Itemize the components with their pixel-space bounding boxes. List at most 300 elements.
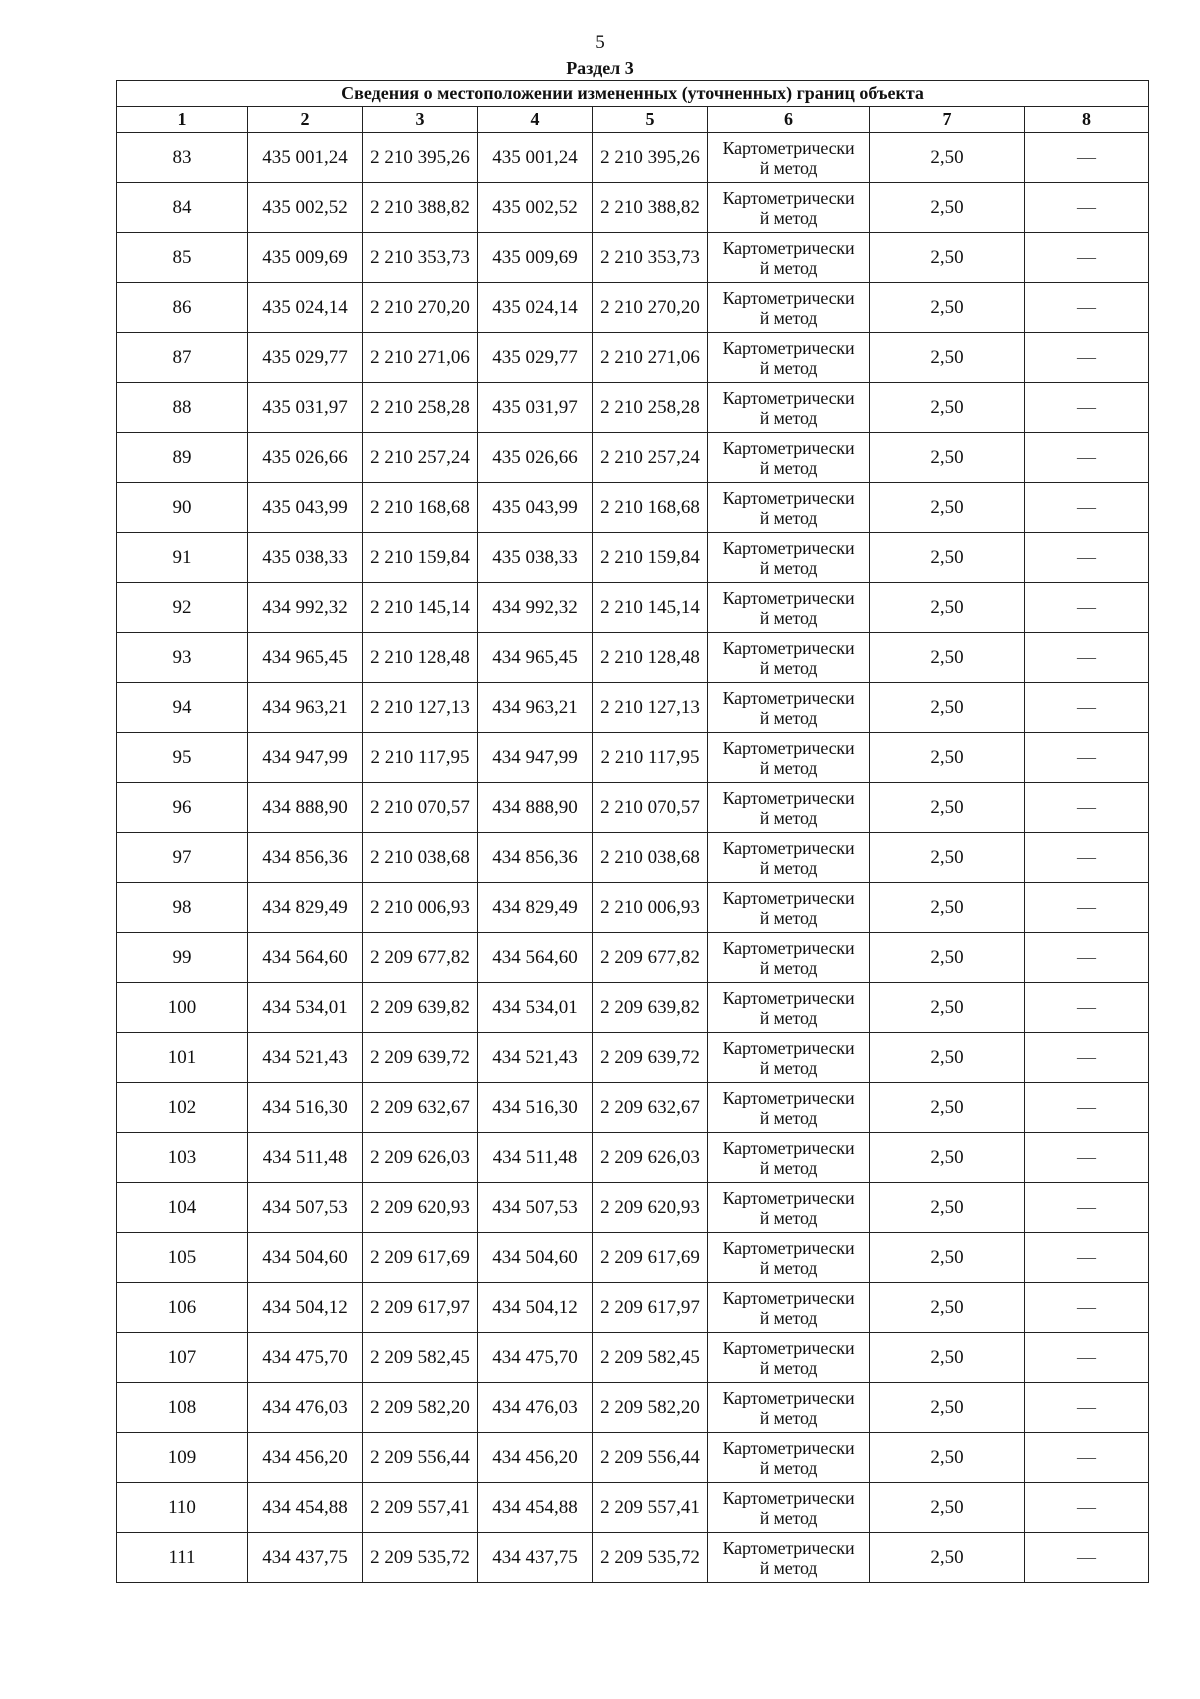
point-number-cell: 83 [117,133,248,183]
x-coordinate-existing-cell: 435 001,24 [248,133,363,183]
method-line-1: Картометрически [722,137,855,158]
x-coordinate-new-cell: 435 001,24 [478,133,593,183]
y-coordinate-new-cell: 2 210 257,24 [593,433,708,483]
table-row [117,1333,1149,1383]
point-number-cell: 94 [117,683,248,733]
point-number-cell: 84 [117,183,248,233]
column-header: 6 [708,107,870,133]
y-coordinate-existing-cell: 2 209 557,41 [363,1483,478,1533]
note-cell: — [1025,933,1149,983]
method-cell [708,1483,870,1533]
y-coordinate-new-cell: 2 209 677,82 [593,933,708,983]
y-coordinate-new-cell: 2 209 632,67 [593,1083,708,1133]
x-coordinate-existing-cell: 435 002,52 [248,183,363,233]
y-coordinate-existing-cell: 2 209 617,69 [363,1233,478,1283]
y-coordinate-existing-cell: 2 210 270,20 [363,283,478,333]
y-coordinate-existing-cell: 2 209 535,72 [363,1533,478,1583]
method-line-2: й метод [759,1357,818,1378]
y-coordinate-existing-cell: 2 209 626,03 [363,1133,478,1183]
accuracy-cell: 2,50 [870,683,1025,733]
column-header: 3 [363,107,478,133]
note-cell: — [1025,1083,1149,1133]
method-line-1: Картометрически [722,937,855,958]
method-line-1: Картометрически [722,587,855,608]
x-coordinate-new-cell: 434 507,53 [478,1183,593,1233]
table-row [117,1533,1149,1583]
column-header: 5 [593,107,708,133]
method-line-1: Картометрически [722,437,855,458]
y-coordinate-existing-cell: 2 209 617,97 [363,1283,478,1333]
x-coordinate-new-cell: 434 456,20 [478,1433,593,1483]
note-cell: — [1025,883,1149,933]
point-number-cell: 91 [117,533,248,583]
method-line-2: й метод [759,1107,818,1128]
method-line-1: Картометрически [722,187,855,208]
method-line-2: й метод [759,1007,818,1028]
table-body [117,133,1149,1583]
y-coordinate-existing-cell: 2 210 070,57 [363,783,478,833]
column-header: 8 [1025,107,1149,133]
method-line-2: й метод [759,1457,818,1478]
method-line-2: й метод [759,507,818,528]
y-coordinate-new-cell: 2 209 582,45 [593,1333,708,1383]
x-coordinate-existing-cell: 434 476,03 [248,1383,363,1433]
method-line-1: Картометрически [722,487,855,508]
y-coordinate-existing-cell: 2 210 038,68 [363,833,478,883]
method-line-2: й метод [759,207,818,228]
y-coordinate-new-cell: 2 210 258,28 [593,383,708,433]
table-row [117,283,1149,333]
method-cell [708,433,870,483]
note-cell: — [1025,183,1149,233]
table-row [117,883,1149,933]
method-line-1: Картометрически [722,1037,855,1058]
note-cell: — [1025,433,1149,483]
method-cell [708,1433,870,1483]
method-line-1: Картометрически [722,737,855,758]
method-cell [708,833,870,883]
y-coordinate-existing-cell: 2 209 639,82 [363,983,478,1033]
method-cell [708,483,870,533]
y-coordinate-existing-cell: 2 209 639,72 [363,1033,478,1083]
x-coordinate-existing-cell: 435 009,69 [248,233,363,283]
x-coordinate-existing-cell: 434 454,88 [248,1483,363,1533]
method-line-1: Картометрически [722,1537,855,1558]
column-header: 7 [870,107,1025,133]
note-cell: — [1025,483,1149,533]
x-coordinate-new-cell: 434 504,60 [478,1233,593,1283]
point-number-cell: 102 [117,1083,248,1133]
x-coordinate-new-cell: 435 043,99 [478,483,593,533]
method-cell [708,333,870,383]
method-cell [708,683,870,733]
table-row [117,133,1149,183]
coordinates-table [116,80,1149,1583]
method-line-2: й метод [759,307,818,328]
y-coordinate-new-cell: 2 209 582,20 [593,1383,708,1433]
method-cell [708,1183,870,1233]
method-cell [708,583,870,633]
method-cell [708,533,870,583]
method-line-1: Картометрически [722,1087,855,1108]
method-line-2: й метод [759,957,818,978]
method-line-1: Картометрически [722,887,855,908]
accuracy-cell: 2,50 [870,983,1025,1033]
x-coordinate-new-cell: 434 888,90 [478,783,593,833]
accuracy-cell: 2,50 [870,583,1025,633]
y-coordinate-existing-cell: 2 210 159,84 [363,533,478,583]
method-line-1: Картометрически [722,1437,855,1458]
method-cell [708,983,870,1033]
method-line-2: й метод [759,557,818,578]
y-coordinate-new-cell: 2 209 557,41 [593,1483,708,1533]
section-title: Раздел 3 [566,58,634,78]
note-cell: — [1025,833,1149,883]
x-coordinate-existing-cell: 435 024,14 [248,283,363,333]
point-number-cell: 93 [117,633,248,683]
method-line-1: Картометрически [722,987,855,1008]
x-coordinate-new-cell: 434 454,88 [478,1483,593,1533]
y-coordinate-new-cell: 2 209 617,69 [593,1233,708,1283]
method-cell [708,1233,870,1283]
note-cell: — [1025,383,1149,433]
note-cell: — [1025,1333,1149,1383]
accuracy-cell: 2,50 [870,783,1025,833]
page-number: 5 [595,32,605,53]
x-coordinate-new-cell: 434 504,12 [478,1283,593,1333]
note-cell: — [1025,1383,1149,1433]
method-line-2: й метод [759,407,818,428]
accuracy-cell: 2,50 [870,1183,1025,1233]
table-row [117,1433,1149,1483]
method-line-1: Картометрически [722,1387,855,1408]
point-number-cell: 98 [117,883,248,933]
table-row [117,783,1149,833]
x-coordinate-new-cell: 434 534,01 [478,983,593,1033]
accuracy-cell: 2,50 [870,383,1025,433]
point-number-cell: 101 [117,1033,248,1083]
y-coordinate-new-cell: 2 210 159,84 [593,533,708,583]
method-line-2: й метод [759,607,818,628]
point-number-cell: 107 [117,1333,248,1383]
method-line-2: й метод [759,1307,818,1328]
table-row [117,933,1149,983]
x-coordinate-existing-cell: 434 947,99 [248,733,363,783]
table-row [117,383,1149,433]
method-line-2: й метод [759,807,818,828]
point-number-cell: 111 [117,1533,248,1583]
method-line-2: й метод [759,907,818,928]
method-line-1: Картометрически [722,837,855,858]
note-cell: — [1025,533,1149,583]
method-cell [708,183,870,233]
accuracy-cell: 2,50 [870,1033,1025,1083]
point-number-cell: 100 [117,983,248,1033]
table-caption: Сведения о местоположении измененных (уточненных) границ объекта [117,81,1149,107]
y-coordinate-new-cell: 2 210 270,20 [593,283,708,333]
point-number-cell: 85 [117,233,248,283]
point-number-cell: 105 [117,1233,248,1283]
accuracy-cell: 2,50 [870,633,1025,683]
y-coordinate-existing-cell: 2 210 353,73 [363,233,478,283]
note-cell: — [1025,1533,1149,1583]
note-cell: — [1025,1033,1149,1083]
y-coordinate-existing-cell: 2 209 582,20 [363,1383,478,1433]
method-cell [708,1283,870,1333]
table-row [117,833,1149,883]
y-coordinate-new-cell: 2 209 639,72 [593,1033,708,1083]
method-line-1: Картометрически [722,237,855,258]
accuracy-cell: 2,50 [870,1533,1025,1583]
method-line-2: й метод [759,157,818,178]
table-row [117,1033,1149,1083]
y-coordinate-new-cell: 2 210 395,26 [593,133,708,183]
method-cell [708,233,870,283]
y-coordinate-new-cell: 2 210 168,68 [593,483,708,533]
note-cell: — [1025,1133,1149,1183]
y-coordinate-new-cell: 2 210 038,68 [593,833,708,883]
method-cell [708,1333,870,1383]
table-row [117,733,1149,783]
y-coordinate-new-cell: 2 209 556,44 [593,1433,708,1483]
table-row [117,1083,1149,1133]
x-coordinate-new-cell: 434 856,36 [478,833,593,883]
x-coordinate-new-cell: 434 992,32 [478,583,593,633]
accuracy-cell: 2,50 [870,433,1025,483]
method-line-2: й метод [759,857,818,878]
x-coordinate-existing-cell: 434 521,43 [248,1033,363,1083]
y-coordinate-new-cell: 2 210 128,48 [593,633,708,683]
note-cell: — [1025,133,1149,183]
accuracy-cell: 2,50 [870,1433,1025,1483]
x-coordinate-existing-cell: 434 965,45 [248,633,363,683]
note-cell: — [1025,683,1149,733]
y-coordinate-existing-cell: 2 209 632,67 [363,1083,478,1133]
note-cell: — [1025,583,1149,633]
method-line-2: й метод [759,1507,818,1528]
method-cell [708,1533,870,1583]
y-coordinate-new-cell: 2 209 617,97 [593,1283,708,1333]
y-coordinate-existing-cell: 2 209 677,82 [363,933,478,983]
accuracy-cell: 2,50 [870,183,1025,233]
method-line-1: Картометрически [722,337,855,358]
point-number-cell: 106 [117,1283,248,1333]
note-cell: — [1025,333,1149,383]
x-coordinate-existing-cell: 434 963,21 [248,683,363,733]
point-number-cell: 92 [117,583,248,633]
x-coordinate-existing-cell: 434 516,30 [248,1083,363,1133]
x-coordinate-new-cell: 435 038,33 [478,533,593,583]
column-header: 4 [478,107,593,133]
x-coordinate-existing-cell: 434 437,75 [248,1533,363,1583]
x-coordinate-new-cell: 434 437,75 [478,1533,593,1583]
accuracy-cell: 2,50 [870,933,1025,983]
x-coordinate-existing-cell: 435 031,97 [248,383,363,433]
point-number-cell: 89 [117,433,248,483]
method-cell [708,1033,870,1083]
accuracy-cell: 2,50 [870,483,1025,533]
point-number-cell: 90 [117,483,248,533]
method-line-2: й метод [759,1057,818,1078]
method-line-2: й метод [759,1157,818,1178]
x-coordinate-new-cell: 434 475,70 [478,1333,593,1383]
table-row [117,1183,1149,1233]
y-coordinate-new-cell: 2 210 388,82 [593,183,708,233]
accuracy-cell: 2,50 [870,1333,1025,1383]
method-line-1: Картометрически [722,537,855,558]
y-coordinate-existing-cell: 2 210 128,48 [363,633,478,683]
method-line-1: Картометрически [722,1237,855,1258]
method-line-1: Картометрически [722,1487,855,1508]
table-row [117,1283,1149,1333]
y-coordinate-new-cell: 2 210 271,06 [593,333,708,383]
x-coordinate-new-cell: 434 947,99 [478,733,593,783]
x-coordinate-new-cell: 434 564,60 [478,933,593,983]
method-line-2: й метод [759,657,818,678]
x-coordinate-new-cell: 435 031,97 [478,383,593,433]
point-number-cell: 96 [117,783,248,833]
point-number-cell: 88 [117,383,248,433]
table-row [117,983,1149,1033]
method-line-2: й метод [759,1207,818,1228]
column-number-row [117,107,1149,133]
y-coordinate-existing-cell: 2 210 258,28 [363,383,478,433]
x-coordinate-new-cell: 435 029,77 [478,333,593,383]
accuracy-cell: 2,50 [870,733,1025,783]
method-cell [708,283,870,333]
note-cell: — [1025,783,1149,833]
y-coordinate-existing-cell: 2 210 388,82 [363,183,478,233]
method-line-1: Картометрически [722,787,855,808]
method-line-1: Картометрически [722,1337,855,1358]
point-number-cell: 87 [117,333,248,383]
accuracy-cell: 2,50 [870,283,1025,333]
note-cell: — [1025,1233,1149,1283]
method-cell [708,1133,870,1183]
method-cell [708,1083,870,1133]
y-coordinate-new-cell: 2 209 535,72 [593,1533,708,1583]
method-line-2: й метод [759,1557,818,1578]
method-line-1: Картометрически [722,387,855,408]
x-coordinate-existing-cell: 434 504,60 [248,1233,363,1283]
y-coordinate-existing-cell: 2 210 145,14 [363,583,478,633]
x-coordinate-existing-cell: 434 888,90 [248,783,363,833]
method-line-2: й метод [759,357,818,378]
accuracy-cell: 2,50 [870,1083,1025,1133]
point-number-cell: 108 [117,1383,248,1433]
x-coordinate-new-cell: 434 963,21 [478,683,593,733]
accuracy-cell: 2,50 [870,233,1025,283]
table-caption-row [117,81,1149,107]
x-coordinate-new-cell: 434 829,49 [478,883,593,933]
method-line-1: Картометрически [722,637,855,658]
note-cell: — [1025,233,1149,283]
x-coordinate-existing-cell: 435 038,33 [248,533,363,583]
x-coordinate-existing-cell: 434 564,60 [248,933,363,983]
column-header: 2 [248,107,363,133]
table-row [117,233,1149,283]
table-row [117,183,1149,233]
accuracy-cell: 2,50 [870,883,1025,933]
point-number-cell: 103 [117,1133,248,1183]
x-coordinate-new-cell: 434 476,03 [478,1383,593,1433]
x-coordinate-new-cell: 434 511,48 [478,1133,593,1183]
x-coordinate-new-cell: 434 521,43 [478,1033,593,1083]
x-coordinate-existing-cell: 434 992,32 [248,583,363,633]
accuracy-cell: 2,50 [870,133,1025,183]
method-line-1: Картометрически [722,1187,855,1208]
accuracy-cell: 2,50 [870,1133,1025,1183]
table-row [117,1483,1149,1533]
accuracy-cell: 2,50 [870,1383,1025,1433]
accuracy-cell: 2,50 [870,533,1025,583]
y-coordinate-existing-cell: 2 210 168,68 [363,483,478,533]
table-row [117,683,1149,733]
method-line-2: й метод [759,707,818,728]
note-cell: — [1025,983,1149,1033]
point-number-cell: 110 [117,1483,248,1533]
note-cell: — [1025,1183,1149,1233]
y-coordinate-new-cell: 2 209 626,03 [593,1133,708,1183]
accuracy-cell: 2,50 [870,833,1025,883]
method-line-1: Картометрически [722,1137,855,1158]
column-header: 1 [117,107,248,133]
x-coordinate-existing-cell: 435 043,99 [248,483,363,533]
x-coordinate-new-cell: 435 024,14 [478,283,593,333]
x-coordinate-existing-cell: 434 856,36 [248,833,363,883]
method-line-2: й метод [759,257,818,278]
method-cell [708,783,870,833]
method-line-1: Картометрически [722,1287,855,1308]
accuracy-cell: 2,50 [870,333,1025,383]
x-coordinate-new-cell: 435 002,52 [478,183,593,233]
accuracy-cell: 2,50 [870,1233,1025,1283]
method-cell [708,633,870,683]
method-cell [708,733,870,783]
y-coordinate-new-cell: 2 209 639,82 [593,983,708,1033]
point-number-cell: 86 [117,283,248,333]
y-coordinate-new-cell: 2 210 117,95 [593,733,708,783]
x-coordinate-new-cell: 434 516,30 [478,1083,593,1133]
table-row [117,433,1149,483]
y-coordinate-existing-cell: 2 210 127,13 [363,683,478,733]
point-number-cell: 104 [117,1183,248,1233]
y-coordinate-new-cell: 2 210 006,93 [593,883,708,933]
table-row [117,1133,1149,1183]
table-row [117,533,1149,583]
y-coordinate-existing-cell: 2 210 006,93 [363,883,478,933]
y-coordinate-existing-cell: 2 210 117,95 [363,733,478,783]
point-number-cell: 109 [117,1433,248,1483]
note-cell: — [1025,1483,1149,1533]
y-coordinate-new-cell: 2 210 145,14 [593,583,708,633]
x-coordinate-new-cell: 435 026,66 [478,433,593,483]
point-number-cell: 95 [117,733,248,783]
note-cell: — [1025,283,1149,333]
y-coordinate-existing-cell: 2 210 257,24 [363,433,478,483]
x-coordinate-existing-cell: 434 507,53 [248,1183,363,1233]
note-cell: — [1025,1283,1149,1333]
point-number-cell: 99 [117,933,248,983]
y-coordinate-new-cell: 2 210 353,73 [593,233,708,283]
y-coordinate-new-cell: 2 210 070,57 [593,783,708,833]
x-coordinate-existing-cell: 435 026,66 [248,433,363,483]
note-cell: — [1025,733,1149,783]
method-line-2: й метод [759,757,818,778]
point-number-cell: 97 [117,833,248,883]
y-coordinate-existing-cell: 2 209 556,44 [363,1433,478,1483]
table-row [117,333,1149,383]
